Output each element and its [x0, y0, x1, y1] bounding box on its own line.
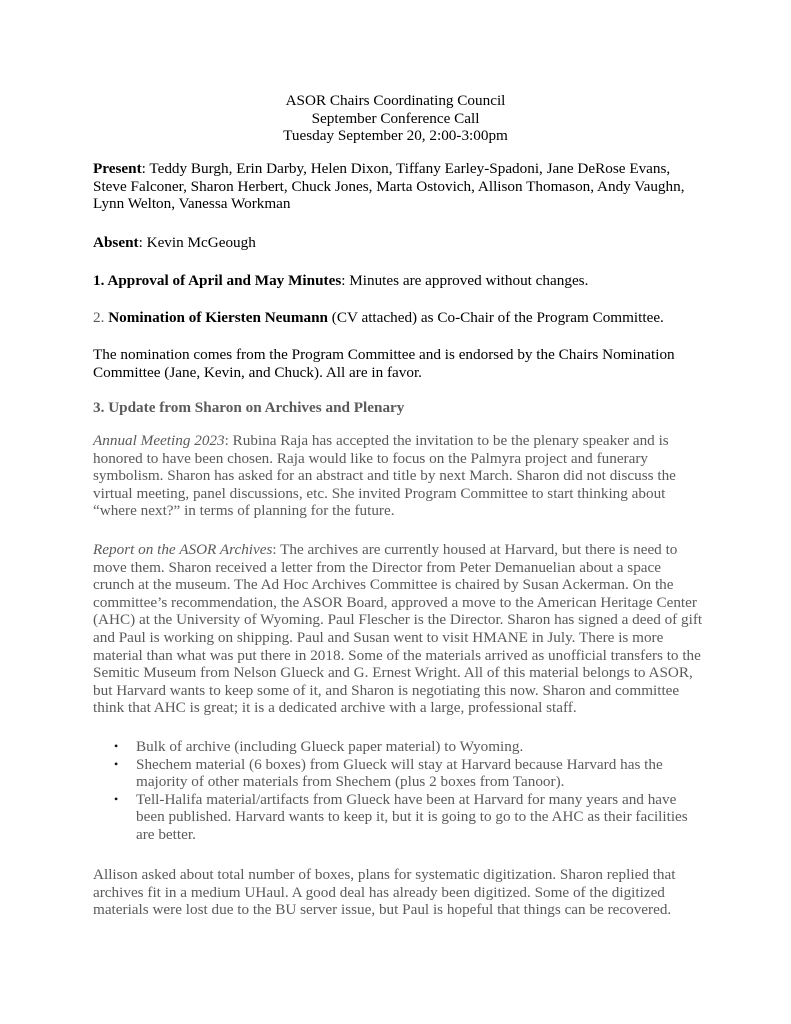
- absent-names: : Kevin McGeough: [138, 234, 256, 251]
- item3-heading: 3. Update from Sharon on Archives and Plenary: [93, 399, 405, 416]
- item1-heading: 1. Approval of April and May Minutes: [93, 272, 342, 289]
- archives-report-paragraph: [93, 541, 703, 717]
- meeting-header: [0, 92, 791, 145]
- bullet-icon: •: [114, 756, 119, 771]
- annual-meeting-paragraph: [93, 432, 703, 520]
- absent-paragraph: [93, 234, 703, 252]
- list-item: • Shechem material (6 boxes) from Glueck will stay at Harvard because Harvard has the majority of other materials from Shechem (plus 2 boxes from Tanoor).: [114, 755, 663, 791]
- present-label: Present: [93, 160, 142, 177]
- item2-paragraph: [93, 309, 703, 327]
- item2-text: (CV attached) as Co-Chair of the Program Committee.: [327, 309, 664, 326]
- item2-followup: The nomination comes from the Program Committee and is endorsed by the Chairs Nomination Committee (Jane, Kevin, and Chuck). All are in favor.: [93, 346, 675, 381]
- bullet-icon: •: [114, 739, 119, 753]
- archive-bullet-list: [93, 738, 703, 844]
- call-date: Tuesday September 20, 2:00-3:00pm: [283, 127, 508, 144]
- item1-paragraph: [93, 272, 703, 290]
- list-item: • Tell-Halifa material/artifacts from Glueck have been at Harvard for many years and have been published. Harvard wants to keep it, but it is going to go to the AHC as their facilities are better.: [114, 790, 688, 843]
- annual-meeting-text: : Rubina Raja has accepted the invitation to be the plenary speaker and is honored to have been chosen. Raja would like to focus on the Palmyra project and funerary symbolism. Sharon has asked for an abstract and title by next March. Sharon did not discuss the virtual meeting, panel discussions, etc. She invited Program Committee to start thinking about “where next?” in terms of planning for the future.: [93, 432, 676, 520]
- archives-report-label: Report on the ASOR Archives: [93, 541, 273, 558]
- closing-paragraph: Allison asked about total number of boxes, plans for systematic digitization. Sharon replied that archives fit in a medium UHaul. A good deal has already been digitized. Some of the digitized materials were lost due to the BU server issue, but Paul is hopeful that things can be recovered.: [93, 866, 676, 919]
- bullet-icon: •: [114, 791, 119, 806]
- item1-text: : Minutes are approved without changes.: [341, 272, 589, 289]
- item2-number: 2.: [93, 309, 109, 326]
- archives-report-text: : The archives are currently housed at Harvard, but there is need to move them. Sharon received a letter from the Director from Peter Demanuelian about a space crunch at the museum. The Ad Hoc Archives Committee is chaired by Susan Ackerman. On the committee’s recommendation, the ASOR Board, approved a move to the American Heritage Center (AHC) at the University of Wyoming. Paul Flescher is the Director. Sharon has signed a deed of gift and Paul is working on shipping. Paul and Susan went to visit HMANE in July. There is more material than what was put there in 2018. Some of the materials arrived as unofficial transfers to the Semitic Museum from Nelson Glueck and G. Ernest Wright. All of this material belongs to ASOR, but Harvard wants to keep some of it, and Sharon is negotiating this now. Sharon and committee think that AHC is great; it is a dedicated archive with a large, professional staff.: [93, 541, 703, 717]
- call-title: September Conference Call: [311, 109, 480, 127]
- annual-meeting-label: Annual Meeting 2023: [93, 432, 225, 449]
- item2-heading: Nomination of Kiersten Neumann: [108, 309, 328, 326]
- list-item: • Bulk of archive (including Glueck paper material) to Wyoming.: [114, 738, 524, 755]
- present-paragraph: [93, 160, 703, 213]
- absent-label: Absent: [93, 234, 139, 251]
- council-title: ASOR Chairs Coordinating Council: [285, 92, 506, 109]
- present-names: : Teddy Burgh, Erin Darby, Helen Dixon, Tiffany Earley-Spadoni, Jane DeRose Evans, Steve Falconer, Sharon Herbert, Chuck Jones, Marta Ostovich, Allison Thomason, Andy Vaughn, Lynn Welton, Vanessa Workman: [93, 160, 685, 213]
